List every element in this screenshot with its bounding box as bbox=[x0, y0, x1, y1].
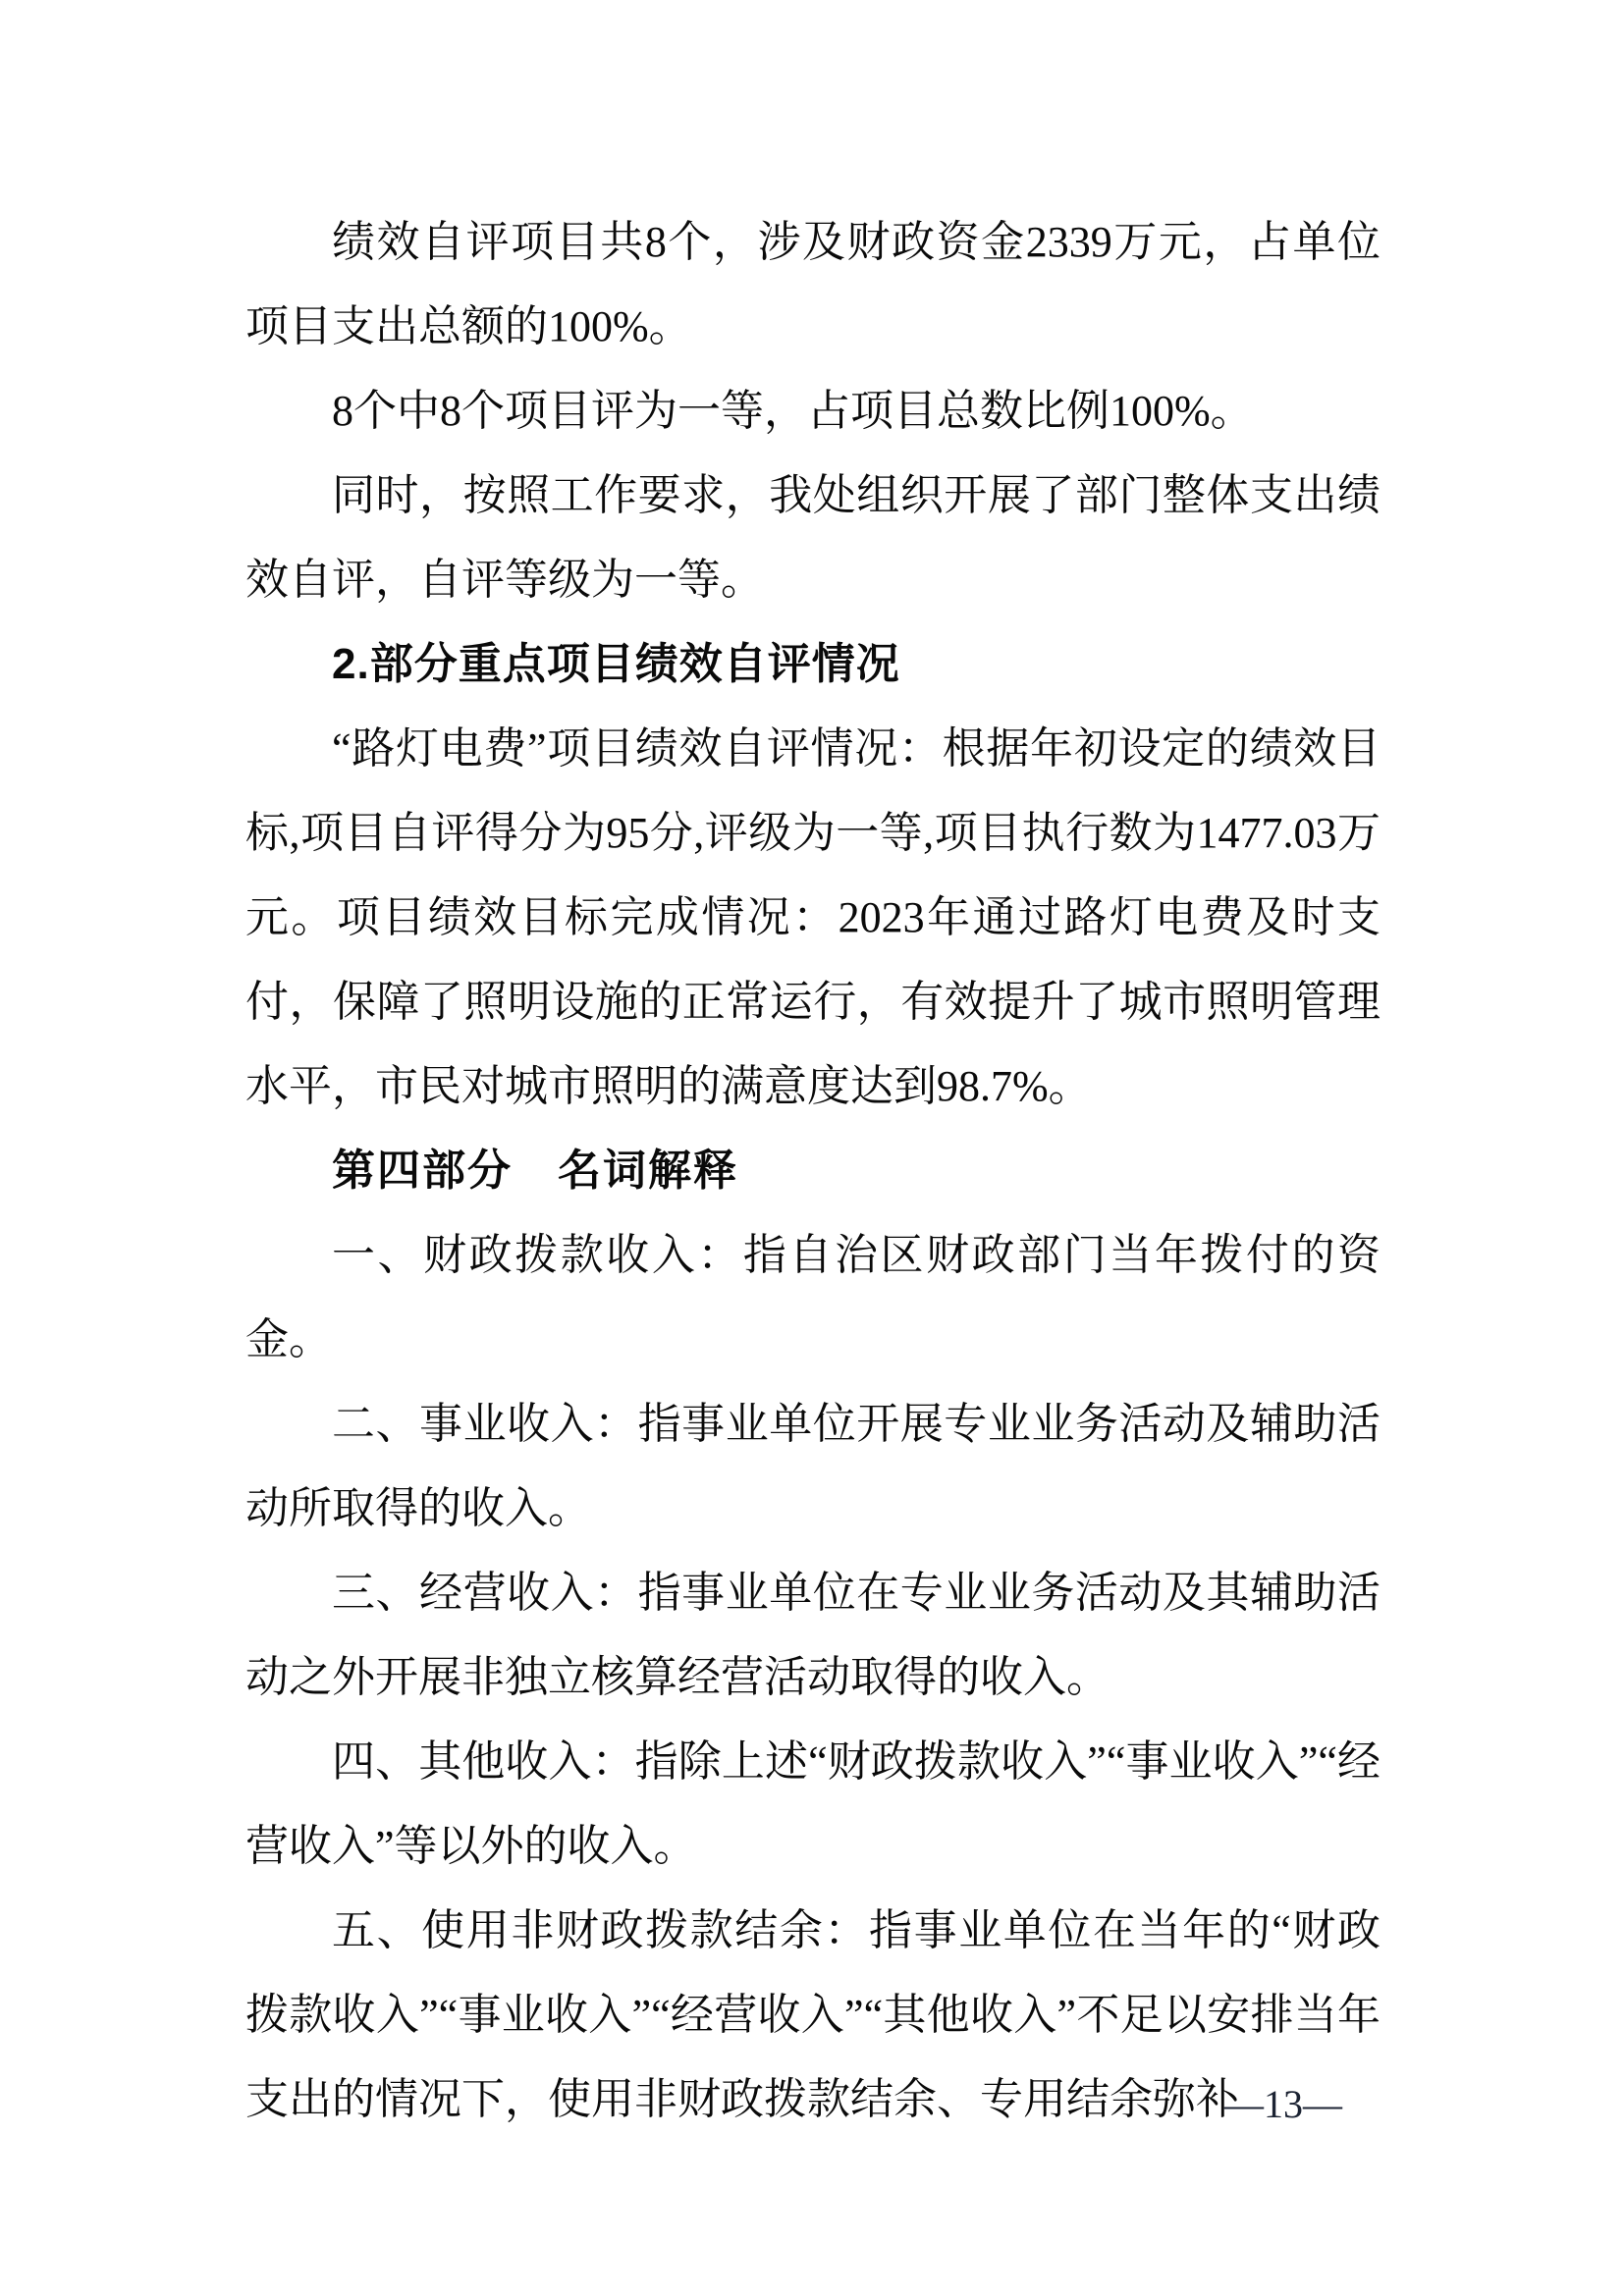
paragraph-first-grade-ratio: 8个中8个项目评为一等，占项目总数比例100%。 bbox=[332, 387, 1254, 435]
paragraph-overall-self-eval: 同时，按照工作要求，我处组织开展了部门整体支出绩效自评，自评等级为一等。 bbox=[245, 471, 1380, 604]
definition-non-fiscal-balance: 五、使用非财政拨款结余：指事业单位在当年的“财政拨款收入”“事业收入”“经营收入”“其他收入”不足以安排当年支出的情况下，使用非财政拨款结余、专用结余弥补 bbox=[245, 1906, 1380, 2123]
heading-part4-glossary: 第四部分 名词解释 bbox=[332, 1147, 738, 1195]
heading-key-project-self-eval: 2.部分重点项目绩效自评情况 bbox=[332, 640, 900, 688]
definition-operating-income: 三、经营收入：指事业单位在专业业务活动及其辅助活动之外开展非独立核算经营活动取得的收入。 bbox=[245, 1569, 1380, 1701]
definition-public-institution-income: 二、事业收入：指事业单位开展专业业务活动及辅助活动所取得的收入。 bbox=[245, 1400, 1380, 1532]
page-body-text bbox=[245, 200, 1380, 2142]
definition-other-income: 四、其他收入：指除上述“财政拨款收入”“事业收入”“经营收入”等以外的收入。 bbox=[245, 1737, 1380, 1870]
paragraph-projects-summary: 绩效自评项目共8个，涉及财政资金2339万元，占单位项目支出总额的100%。 bbox=[245, 218, 1380, 350]
definition-fiscal-appropriation-income: 一、财政拨款收入：指自治区财政部门当年拨付的资金。 bbox=[245, 1231, 1380, 1363]
paragraph-streetlight-project: “路灯电费”项目绩效自评情况：根据年初设定的绩效目标,项目自评得分为95分,评级为一等,项目执行数为1477.03万元。项目绩效目标完成情况：2023年通过路灯电费及时支付，保障了照明设施的正常运行，有效提升了城市照明管理水平，市民对城市照明的满意度达到98.7%。 bbox=[245, 724, 1380, 1110]
page-number: —13— bbox=[1224, 2082, 1342, 2126]
